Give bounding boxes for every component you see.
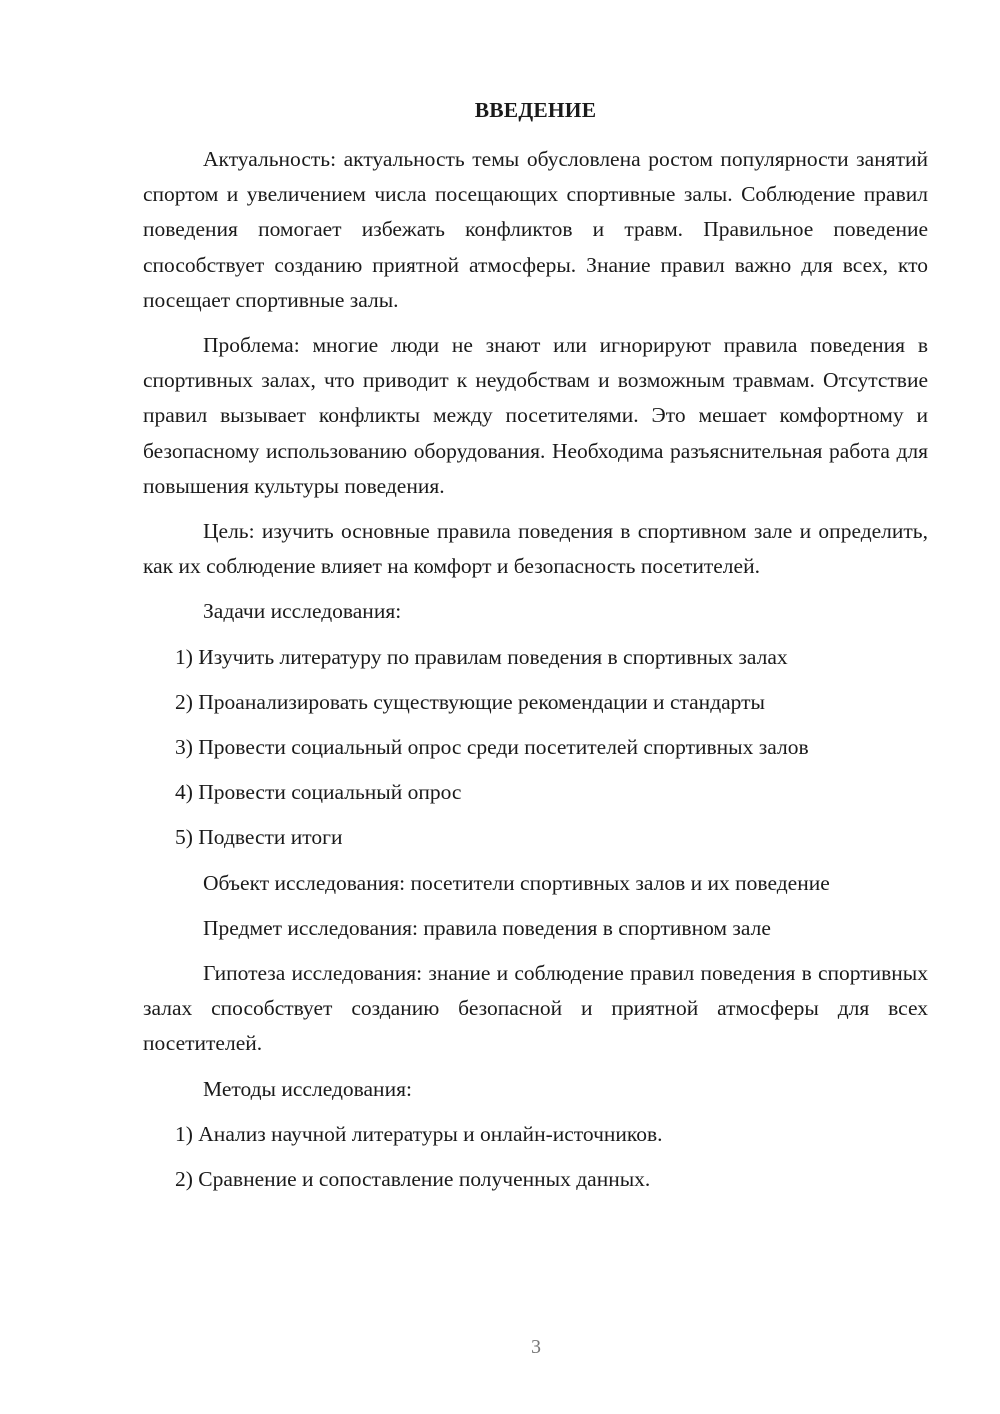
object-paragraph: Объект исследования: посетители спортивных залов и их поведение <box>203 870 830 895</box>
methods-list <box>143 1117 928 1197</box>
problem-paragraph: Проблема: многие люди не знают или игнорируют правила поведения в спортивных залах, что приводит к неудобствам и возможным травмам. Отсутствие правил вызывает конфликты между посетителями. Это мешает комфортному и безопасному использованию оборудования. Необходима разъяснительная работа для повышения культуры поведения. <box>143 333 928 498</box>
method-item: 1) Анализ научной литературы и онлайн-источников. <box>175 1121 663 1146</box>
hypothesis-paragraph: Гипотеза исследования: знание и соблюдение правил поведения в спортивных залах способствует созданию безопасной и приятной атмосферы для всех посетителей. <box>143 961 928 1056</box>
document-body <box>143 93 928 1207</box>
task-item: 3) Провести социальный опрос среди посетителей спортивных залов <box>175 735 809 760</box>
tasks-heading: Задачи исследования: <box>203 599 402 624</box>
task-item: 1) Изучить литературу по правилам поведения в спортивных залах <box>175 644 788 669</box>
page-number: 3 <box>531 1336 541 1358</box>
relevance-paragraph: Актуальность: актуальность темы обусловлена ростом популярности занятий спортом и увеличением числа посещающих спортивные залы. Соблюдение правил поведения помогает избежать конфликтов и травм. Правильное поведение способствует созданию приятной атмосферы. Знание правил важно для всех, кто посещает спортивные залы. <box>143 147 928 312</box>
tasks-list <box>143 640 928 856</box>
section-title: ВВЕДЕНИЕ <box>474 98 597 122</box>
methods-heading: Методы исследования: <box>203 1076 412 1101</box>
task-item: 4) Провести социальный опрос <box>175 780 462 805</box>
subject-paragraph: Предмет исследования: правила поведения в спортивном зале <box>203 915 771 940</box>
method-item: 2) Сравнение и сопоставление полученных данных. <box>175 1167 651 1192</box>
goal-paragraph: Цель: изучить основные правила поведения в спортивном зале и определить, как их соблюдение влияет на комфорт и безопасность посетителей. <box>143 519 928 579</box>
task-item: 5) Подвести итоги <box>175 825 343 850</box>
task-item: 2) Проанализировать существующие рекомендации и стандарты <box>175 689 765 714</box>
